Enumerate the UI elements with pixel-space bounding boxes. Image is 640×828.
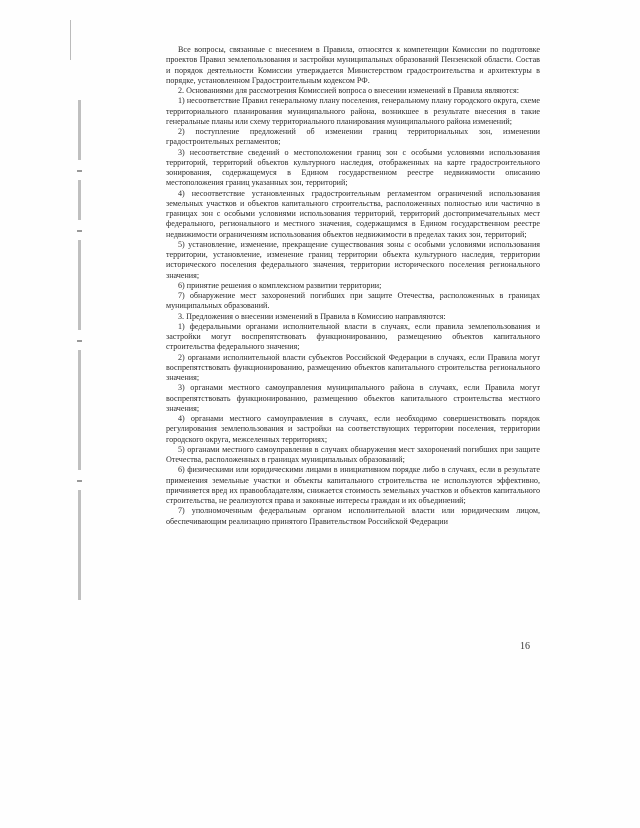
scan-edge-mark — [70, 20, 71, 60]
paragraph-2-2: 2) поступление предложений об изменении границ территориальных зон, изменении градостроительных регламентов; — [166, 127, 540, 147]
paragraph-2-5: 5) установление, изменение, прекращение существования зоны с особыми условиями использования территории, установление, изменение границ территории объекта культурного наследия, территории исторического поселения федерального значения, территории исторического поселения регионального значения; — [166, 239, 540, 280]
side-stamp — [76, 100, 84, 610]
paragraph-3-1: 1) федеральными органами исполнительной власти в случаях, если правила землепользования и застройки могут воспрепятствовать функционированию, размещению объектов капитального строительства федерального значения; — [166, 321, 540, 352]
paragraph-2: 2. Основаниями для рассмотрения Комиссией вопроса о внесении изменений в Правила являются: — [178, 86, 519, 95]
paragraph-2-7: 7) обнаружение мест захоронений погибших при защите Отечества, расположенных в границах муниципальных образований. — [166, 291, 540, 311]
paragraph-2-4: 4) несоответствие установленных градостроительным регламентом ограничений использования земельных участков и объектов капитального строительства, расположенных полностью или частично в границах зон с особыми условиями использования территорий, территорий достопримечательных мест федерального, регионального и местного значения, содержащимся в Едином государственном реестре недвижимости ограничениям использования объектов недвижимости в пределах таких зон, территорий; — [166, 188, 540, 239]
paragraph-3-3: 3) органами местного самоуправления муниципального района в случаях, если Правила могут воспрепятствовать функционированию, размещению объектов капитального строительства местного значения; — [166, 383, 540, 413]
paragraph-3-5: 5) органами местного самоуправления в случаях обнаружения мест захоронений погибших при защите Отечества, расположенных в границах муниципальных образований; — [166, 444, 540, 464]
paragraph-3-4: 4) органами местного самоуправления в случаях, если необходимо совершенствовать порядок регулирования землепользования и застройки на соответствующих территории поселения, территории городского округа, межселенных территориях; — [166, 414, 540, 444]
paragraph-3: 3. Предложения о внесении изменений в Правила в Комиссию направляются: — [178, 311, 446, 321]
document-body — [166, 45, 540, 527]
paragraph-2-1: 1) несоответствие Правил генеральному плану поселения, генеральному плану городского округа, схеме территориального планирования муниципального района, возникшее в результате внесения в такие генеральные планы или схему территориального планирования муниципального района изменений; — [166, 96, 540, 126]
paragraph-2-6: 6) принятие решения о комплексном развитии территории; — [178, 280, 382, 290]
paragraph-3-6: 6) физическими или юридическими лицами в инициативном порядке либо в случаях, если в результате применения земельные участки и объекты капитального строительства не используются эффективно, причиняется вред их правообладателям, снижается стоимость земельных участков и объектов капитального строительства, не реализуются права и законные интересы граждан и их объединений; — [166, 465, 540, 505]
paragraph-2-3: 3) несоответствие сведений о местоположении границ зон с особыми условиями использования территорий, территорий объектов культурного наследия, отображенных на карте градостроительного зонирования, содержащемуся в Едином государственном реестре недвижимости описанию местоположения границ указанных зон, территорий; — [166, 147, 540, 188]
paragraph-3-7: 7) уполномоченным федеральным органом исполнительной власти или юридическим лицом, обеспечивающим реализацию принятого Правительством Российской Федерации — [166, 506, 540, 526]
paragraph-intro: Все вопросы, связанные с внесением в Правила, относятся к компетенции Комиссии по подготовке проектов Правил землепользования и застройки муниципальных образований Пензенской области. Состав и порядок деятельности Комиссии утверждается Министерством градостроительства и архитектуры в порядке, установленном Градостроительным кодексом РФ. — [166, 45, 540, 85]
paragraph-3-2: 2) органами исполнительной власти субъектов Российской Федерации в случаях, если Правила могут воспрепятствовать функционированию, размещению объектов капитального строительства регионального значения; — [166, 352, 540, 382]
page-number: 16 — [520, 641, 530, 652]
